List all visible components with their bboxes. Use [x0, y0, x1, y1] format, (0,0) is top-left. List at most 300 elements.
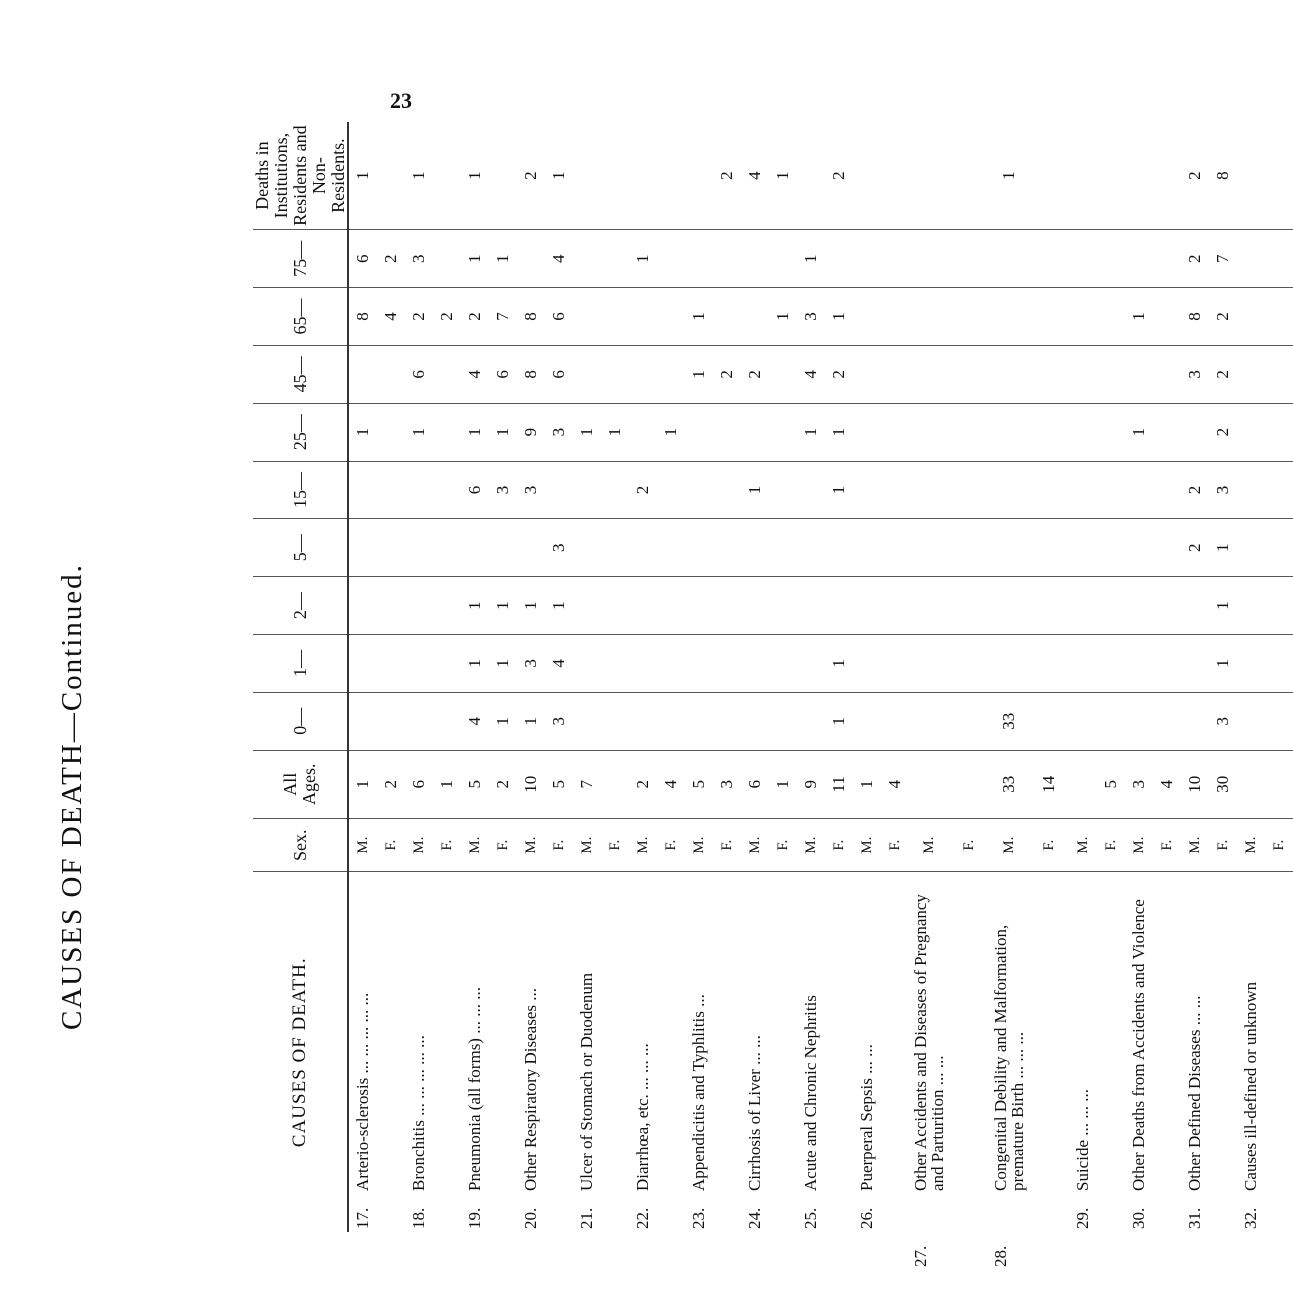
causes-of-death-table-wrapper [252, 122, 1287, 1267]
value-cell [1097, 577, 1125, 635]
cause-leader: ... ... [928, 1055, 948, 1090]
value-cell [1097, 634, 1125, 692]
value-cell [881, 634, 909, 692]
value-cell: 9 [517, 403, 545, 461]
value-cell: 2 [1209, 403, 1237, 461]
value-cell: 2 [433, 288, 461, 346]
value-cell [853, 403, 881, 461]
cause-leader: ... ... [745, 1035, 765, 1070]
value-cell: 9 [797, 750, 825, 818]
value-cell [405, 519, 433, 577]
value-cell [1029, 577, 1069, 635]
value-cell [881, 577, 909, 635]
value-cell [377, 577, 405, 635]
value-cell: 1 [629, 230, 657, 288]
cause-number: 17. [353, 1207, 373, 1229]
value-cell [433, 634, 461, 692]
table-row [433, 122, 461, 1232]
cause-cell [1069, 872, 1097, 1232]
value-cell [769, 345, 797, 403]
value-cell [573, 122, 601, 230]
value-cell [1265, 230, 1293, 288]
table-row [629, 122, 657, 1232]
value-cell: 1 [409, 171, 429, 180]
value-cell [1265, 577, 1293, 635]
cause-number: 30. [1129, 1207, 1149, 1229]
table-row [685, 122, 713, 1232]
value-cell [825, 577, 853, 635]
value-cell [881, 461, 909, 519]
cause-leader: ... ... ... [465, 987, 485, 1039]
value-cell [741, 519, 769, 577]
cause-cell [1153, 872, 1181, 1232]
cause-number: 25. [801, 1207, 821, 1229]
value-cell: 1 [999, 171, 1019, 180]
value-cell [909, 345, 949, 403]
value-cell [853, 345, 881, 403]
cause-cell [825, 872, 853, 1232]
value-cell: 2 [405, 288, 433, 346]
value-cell: 4 [745, 171, 765, 180]
cause-cell [377, 872, 405, 1232]
value-cell [1153, 461, 1181, 519]
value-cell [1237, 461, 1265, 519]
value-cell [348, 577, 377, 635]
value-cell: 1 [741, 461, 769, 519]
value-cell [825, 519, 853, 577]
value-cell [461, 519, 489, 577]
value-cell [1237, 345, 1265, 403]
value-cell [601, 461, 629, 519]
value-cell [949, 122, 989, 230]
value-cell: 8 [348, 288, 377, 346]
value-cell [713, 288, 741, 346]
value-cell [1153, 634, 1181, 692]
value-cell: 1 [853, 750, 881, 818]
value-cell [989, 403, 1029, 461]
value-cell [769, 230, 797, 288]
value-cell: 3 [405, 230, 433, 288]
header-age-45: 45— [253, 345, 348, 403]
value-cell [741, 230, 769, 288]
value-cell [1237, 750, 1265, 818]
sex-cell: F. [601, 818, 629, 872]
value-cell [713, 634, 741, 692]
cause-cell [853, 872, 881, 1232]
value-cell: 2 [1181, 230, 1209, 288]
value-cell: 10 [517, 750, 545, 818]
value-cell [949, 577, 989, 635]
value-cell [685, 461, 713, 519]
value-cell: 5 [1097, 750, 1125, 818]
value-cell [1265, 288, 1293, 346]
table-row [909, 122, 949, 1232]
value-cell [1181, 403, 1209, 461]
page-title: CAUSES OF DEATH—Continued. [56, 563, 88, 1030]
value-cell [713, 577, 741, 635]
header-age-25: 25— [253, 403, 348, 461]
cause-cell [517, 872, 545, 1232]
value-cell: 30 [1209, 750, 1237, 818]
table-row [1097, 122, 1125, 1232]
cause-name: Suicide [1073, 1140, 1093, 1191]
value-cell: 2 [1185, 171, 1205, 180]
table-row [489, 122, 517, 1232]
value-cell: 3 [517, 634, 545, 692]
value-cell: 4 [797, 345, 825, 403]
value-cell [1125, 122, 1153, 230]
value-cell: 1 [405, 403, 433, 461]
value-cell [1153, 122, 1181, 230]
value-cell [1153, 577, 1181, 635]
value-cell [1265, 519, 1293, 577]
value-cell: 10 [1181, 750, 1209, 818]
value-cell [1029, 692, 1069, 750]
value-cell [989, 230, 1029, 288]
value-cell: 6 [405, 750, 433, 818]
table-row [1209, 122, 1237, 1232]
value-cell [1265, 461, 1293, 519]
header-age-5: 5— [253, 519, 348, 577]
value-cell [989, 345, 1029, 403]
table-row [853, 122, 881, 1232]
cause-cell [1097, 872, 1125, 1232]
value-cell: 5 [545, 750, 573, 818]
value-cell [1237, 519, 1265, 577]
cause-name: Puerperal Sepsis [857, 1078, 877, 1191]
value-cell: 11 [825, 750, 853, 818]
value-cell [769, 577, 797, 635]
cause-name: Arterio-sclerosis [353, 1077, 373, 1191]
value-cell [1069, 692, 1097, 750]
value-cell [1125, 519, 1153, 577]
value-cell [1153, 288, 1181, 346]
value-cell: 1 [825, 288, 853, 346]
value-cell: 2 [825, 345, 853, 403]
value-cell [797, 634, 825, 692]
sex-cell: M. [909, 818, 949, 872]
value-cell: 8 [517, 288, 545, 346]
value-cell [713, 230, 741, 288]
sex-cell: M. [989, 818, 1029, 872]
value-cell: 1 [461, 577, 489, 635]
value-cell [685, 403, 713, 461]
value-cell [797, 577, 825, 635]
cause-name: Pneumonia (all forms) [465, 1038, 485, 1191]
value-cell [601, 750, 629, 818]
value-cell: 1 [549, 171, 569, 180]
value-cell [1237, 577, 1265, 635]
header-age-1: 1— [253, 634, 348, 692]
value-cell [657, 519, 685, 577]
value-cell: 1 [1209, 519, 1237, 577]
table-row [1237, 122, 1265, 1232]
value-cell: 6 [545, 345, 573, 403]
value-cell [949, 519, 989, 577]
value-cell [573, 634, 601, 692]
cause-name: Ulcer of Stomach or Duodenum [577, 972, 597, 1191]
sex-cell: F. [713, 818, 741, 872]
cause-number: 27. [910, 1245, 930, 1267]
value-cell: 2 [629, 750, 657, 818]
value-cell [573, 519, 601, 577]
sex-cell: M. [573, 818, 601, 872]
sex-cell: M. [1237, 818, 1265, 872]
value-cell [881, 122, 909, 230]
value-cell: 2 [741, 345, 769, 403]
value-cell [1265, 122, 1293, 230]
cause-name: Causes ill-defined or unknown [1241, 981, 1261, 1191]
cause-name: Appendicitis and Typhlitis [689, 1011, 709, 1191]
cause-name: Cirrhosis of Liver [745, 1069, 765, 1191]
value-cell [629, 345, 657, 403]
header-age-0: 0— [253, 692, 348, 750]
value-cell [713, 519, 741, 577]
value-cell: 2 [829, 171, 849, 180]
table-row [573, 122, 601, 1232]
table-row [601, 122, 629, 1232]
cause-cell [909, 872, 949, 1267]
value-cell: 6 [741, 750, 769, 818]
value-cell [741, 634, 769, 692]
value-cell [909, 122, 949, 230]
sex-cell: M. [405, 818, 433, 872]
value-cell [405, 461, 433, 519]
value-cell [377, 461, 405, 519]
value-cell [1069, 403, 1097, 461]
table-row [545, 122, 573, 1232]
cause-cell [573, 872, 601, 1232]
value-cell [797, 461, 825, 519]
value-cell: 2 [1181, 519, 1209, 577]
cause-name: Other Accidents and Diseases of Pregnancy and Parturition [910, 894, 948, 1191]
value-cell [573, 577, 601, 635]
sex-cell: F. [1153, 818, 1181, 872]
cause-name: Congenital Debility and Malformation, premature Birth [990, 924, 1028, 1191]
value-cell [657, 288, 685, 346]
value-cell [881, 692, 909, 750]
cause-cell [405, 872, 433, 1232]
value-cell [797, 122, 825, 230]
value-cell: 2 [629, 461, 657, 519]
value-cell [489, 122, 517, 230]
value-cell [713, 692, 741, 750]
value-cell [1153, 345, 1181, 403]
cause-cell [1181, 872, 1209, 1232]
value-cell [853, 692, 881, 750]
sex-cell: F. [545, 818, 573, 872]
value-cell [853, 634, 881, 692]
value-cell [949, 230, 989, 288]
value-cell [713, 461, 741, 519]
table-row [1069, 122, 1097, 1232]
value-cell [1181, 692, 1209, 750]
value-cell: 1 [461, 230, 489, 288]
value-cell [405, 577, 433, 635]
cause-name: Other Defined Diseases [1185, 1029, 1205, 1191]
value-cell [377, 345, 405, 403]
cause-cell [1265, 872, 1293, 1232]
value-cell [1237, 692, 1265, 750]
cause-number: 29. [1073, 1207, 1093, 1229]
table-row [377, 122, 405, 1232]
value-cell [377, 122, 405, 230]
value-cell [657, 461, 685, 519]
cause-name: Other Deaths from Accidents and Violence [1129, 899, 1149, 1191]
value-cell [1125, 345, 1153, 403]
value-cell [881, 519, 909, 577]
value-cell: 3 [713, 750, 741, 818]
cause-cell [769, 872, 797, 1232]
sex-cell: F. [377, 818, 405, 872]
value-cell [1153, 403, 1181, 461]
value-cell [629, 122, 657, 230]
value-cell [1097, 461, 1125, 519]
value-cell [909, 288, 949, 346]
value-cell: 1 [461, 403, 489, 461]
value-cell [853, 288, 881, 346]
value-cell: 1 [1209, 577, 1237, 635]
value-cell [949, 288, 989, 346]
cause-name: Bronchitis [409, 1120, 429, 1191]
value-cell [433, 345, 461, 403]
header-sex: Sex. [253, 818, 348, 872]
cause-cell [545, 872, 573, 1232]
value-cell [989, 634, 1029, 692]
cause-number: 18. [409, 1207, 429, 1229]
value-cell [853, 122, 881, 230]
page-number: 23 [390, 88, 412, 113]
value-cell [348, 519, 377, 577]
value-cell [881, 288, 909, 346]
value-cell [1237, 403, 1265, 461]
value-cell: 1 [769, 750, 797, 818]
value-cell [573, 288, 601, 346]
value-cell [348, 345, 377, 403]
sex-cell: M. [853, 818, 881, 872]
sex-cell: F. [489, 818, 517, 872]
value-cell: 2 [717, 171, 737, 180]
value-cell [433, 230, 461, 288]
cause-leader: ... ... ... ... ... [409, 1035, 429, 1121]
value-cell: 1 [1209, 634, 1237, 692]
table-row [741, 122, 769, 1232]
value-cell [949, 750, 989, 818]
value-cell [517, 519, 545, 577]
cause-cell [461, 872, 489, 1232]
value-cell [1153, 230, 1181, 288]
value-cell [629, 519, 657, 577]
sex-cell: M. [629, 818, 657, 872]
value-cell: 1 [797, 403, 825, 461]
value-cell [1097, 692, 1125, 750]
value-cell [601, 692, 629, 750]
value-cell: 6 [348, 230, 377, 288]
value-cell [433, 403, 461, 461]
value-cell [1029, 461, 1069, 519]
value-cell [601, 230, 629, 288]
value-cell: 4 [377, 288, 405, 346]
value-cell [881, 230, 909, 288]
value-cell: 2 [1209, 288, 1237, 346]
value-cell [629, 634, 657, 692]
value-cell [433, 461, 461, 519]
value-cell [657, 230, 685, 288]
value-cell: 3 [1209, 692, 1237, 750]
table-row [1029, 122, 1069, 1232]
value-cell [601, 577, 629, 635]
value-cell [1097, 288, 1125, 346]
value-cell [1069, 345, 1097, 403]
value-cell [1029, 519, 1069, 577]
value-cell: 1 [517, 577, 545, 635]
value-cell [657, 345, 685, 403]
sex-cell: F. [881, 818, 909, 872]
cause-cell [629, 872, 657, 1232]
value-cell [1237, 230, 1265, 288]
value-cell: 7 [573, 750, 601, 818]
value-cell [1069, 288, 1097, 346]
value-cell [949, 461, 989, 519]
value-cell: 14 [1029, 750, 1069, 818]
value-cell [377, 634, 405, 692]
value-cell [1097, 230, 1125, 288]
value-cell [769, 519, 797, 577]
value-cell: 2 [1209, 345, 1237, 403]
cause-cell [685, 872, 713, 1232]
value-cell [1069, 577, 1097, 635]
cause-cell [713, 872, 741, 1232]
value-cell [573, 230, 601, 288]
value-cell: 4 [881, 750, 909, 818]
value-cell: 2 [489, 750, 517, 818]
table-row [1153, 122, 1181, 1232]
value-cell [909, 692, 949, 750]
value-cell [433, 122, 461, 230]
table-row [1181, 122, 1209, 1232]
sex-cell: F. [433, 818, 461, 872]
value-cell: 8 [1181, 288, 1209, 346]
cause-number: 32. [1241, 1207, 1261, 1229]
cause-cell [1029, 872, 1069, 1232]
value-cell [853, 577, 881, 635]
cause-cell [741, 872, 769, 1232]
value-cell [601, 634, 629, 692]
sex-cell: M. [461, 818, 489, 872]
value-cell: 8 [1213, 171, 1233, 180]
table-row [657, 122, 685, 1232]
cause-number: 20. [521, 1207, 541, 1229]
value-cell [1125, 461, 1153, 519]
value-cell [405, 692, 433, 750]
value-cell [1029, 403, 1069, 461]
value-cell: 1 [825, 692, 853, 750]
value-cell [881, 345, 909, 403]
value-cell [909, 750, 949, 818]
cause-cell [1125, 872, 1153, 1232]
cause-cell [601, 872, 629, 1232]
sex-cell: F. [949, 818, 989, 872]
value-cell [1069, 750, 1097, 818]
value-cell [377, 692, 405, 750]
header-age-15: 15— [253, 461, 348, 519]
sex-cell: M. [741, 818, 769, 872]
value-cell [433, 577, 461, 635]
cause-cell [797, 872, 825, 1232]
value-cell: 1 [489, 634, 517, 692]
value-cell [573, 692, 601, 750]
value-cell [1125, 692, 1153, 750]
